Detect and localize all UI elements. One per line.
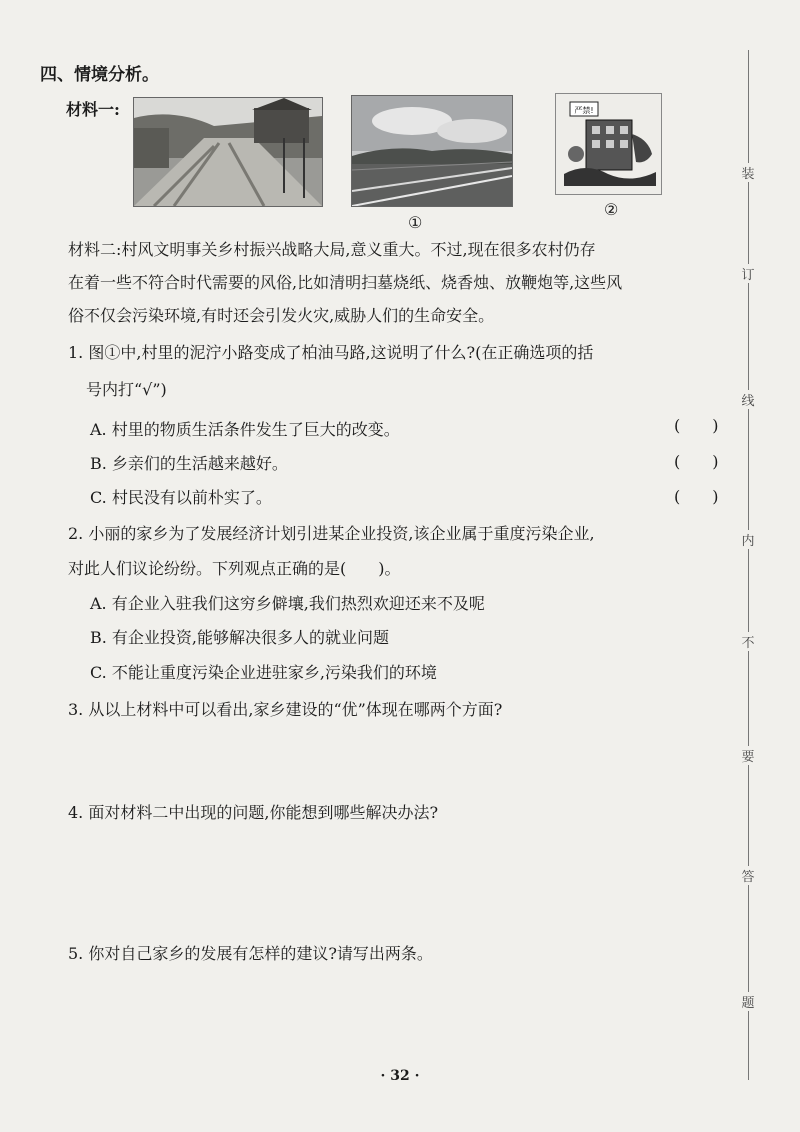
q2-option-a: A. 有企业入驻我们这穷乡僻壤,我们热烈欢迎还来不及呢 <box>90 594 485 613</box>
paved-road-photo <box>351 95 513 207</box>
q2-option-c: C. 不能让重度污染企业进驻家乡,污染我们的环境 <box>90 663 437 682</box>
q1-option-b: B. 乡亲们的生活越来越好。 <box>90 454 288 473</box>
question-3: 3. 从以上材料中可以看出,家乡建设的“优”体现在哪两个方面? <box>68 700 503 719</box>
polluting-factory-cartoon <box>555 93 662 195</box>
question-1-cont: 号内打“√”) <box>86 380 167 399</box>
page-number: · 32 · <box>380 1068 420 1084</box>
q1-answer-blank-c[interactable]: ( ) <box>674 487 719 506</box>
binding-char: 要 <box>733 746 763 765</box>
q5-answer-area[interactable] <box>68 970 728 1060</box>
question-2: 2. 小丽的家乡为了发展经济计划引进某企业投资,该企业属于重度污染企业, <box>68 524 595 543</box>
binding-char: 装 <box>733 163 763 182</box>
question-5: 5. 你对自己家乡的发展有怎样的建议?请写出两条。 <box>68 944 433 963</box>
photo2-marker: ② <box>604 200 619 219</box>
cartoon-sign-text: 严禁! <box>574 106 594 115</box>
question-1: 1. 图①中,村里的泥泞小路变成了柏油马路,这说明了什么?(在正确选项的括 <box>68 343 594 362</box>
binding-char: 不 <box>733 632 763 651</box>
binding-char: 内 <box>733 530 763 549</box>
binding-char: 订 <box>733 264 763 283</box>
question-4: 4. 面对材料二中出现的问题,你能想到哪些解决办法? <box>68 803 439 822</box>
binding-char: 题 <box>733 992 763 1011</box>
question-2-cont: 对此人们议论纷纷。下列观点正确的是( )。 <box>68 559 401 578</box>
q2-option-b: B. 有企业投资,能够解决很多人的就业问题 <box>90 628 390 647</box>
q4-answer-area[interactable] <box>68 830 728 930</box>
dirt-road-photo <box>133 97 323 207</box>
material2-line: 在着一些不符合时代需要的风俗,比如清明扫墓烧纸、烧香烛、放鞭炮等,这些风 <box>68 273 623 292</box>
q1-option-a: A. 村里的物质生活条件发生了巨大的改变。 <box>90 420 400 439</box>
material2-line: 材料二:村风文明事关乡村振兴战略大局,意义重大。不过,现在很多农村仍存 <box>68 240 596 259</box>
q3-answer-area[interactable] <box>68 725 728 795</box>
material2-line: 俗不仅会污染环境,有时还会引发火灾,威胁人们的生命安全。 <box>68 306 495 325</box>
section-heading: 四、情境分析。 <box>40 65 159 85</box>
q1-option-c: C. 村民没有以前朴实了。 <box>90 488 272 507</box>
photo1-marker: ① <box>408 213 423 232</box>
q1-answer-blank-b[interactable]: ( ) <box>674 452 719 471</box>
q1-answer-blank-a[interactable]: ( ) <box>674 416 719 435</box>
binding-char: 线 <box>733 390 763 409</box>
binding-char: 答 <box>733 866 763 885</box>
binding-line <box>748 50 749 1080</box>
material1-label: 材料一: <box>66 100 120 119</box>
